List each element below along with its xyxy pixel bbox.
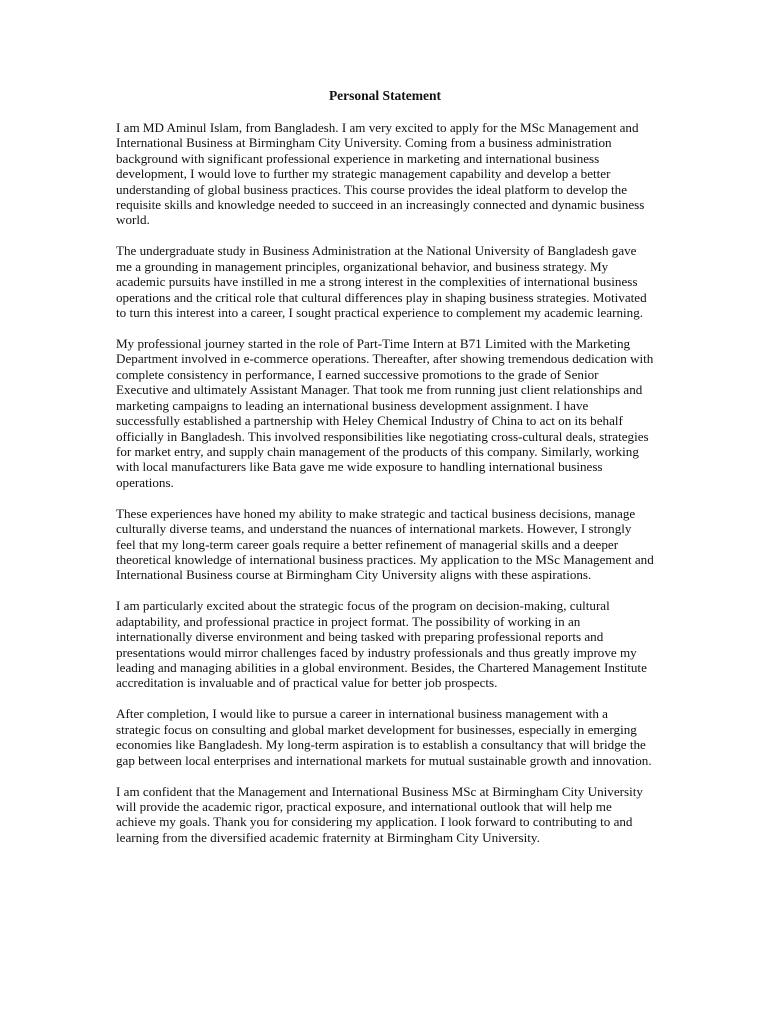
paragraph-program-interest: I am particularly excited about the strategic focus of the program on decision-making, cultural adaptability, and professional practice in project format. The possibility of working in an internationally diverse environment and being tasked with preparing professional reports and presentations would mirror challenges faced by industry professionals and thus greatly improve my leading and managing abilities in a global environment. Besides, the Chartered Management Institute accreditation is invaluable and of practical value for better job prospects. xyxy=(116,598,647,691)
paragraph-introduction: I am MD Aminul Islam, from Bangladesh. I am very excited to apply for the MSc Management and International Business at Birmingham City University. Coming from a business administration background with significant professional experience in marketing and international business development, I would love to further my strategic management capability and develop a better understanding of global business practices. This course provides the ideal platform to develop the requisite skills and knowledge needed to succeed in an increasingly connected and dynamic business world. xyxy=(116,120,645,228)
paragraph-education: The undergraduate study in Business Administration at the National University of Bangladesh gave me a grounding in management principles, organizational behavior, and business strategy. My academic pursuits have instilled in me a strong interest in the complexities of international business operations and the critical role that cultural differences play in shaping business strategies. Motivated to turn this interest into a career, I sought practical experience to complement my academic learning. xyxy=(116,243,647,321)
document-body xyxy=(116,88,654,861)
paragraph-experience-goals: These experiences have honed my ability to make strategic and tactical business decisions, manage culturally diverse teams, and understand the nuances of international markets. However, I strongly feel that my long-term career goals require a better refinement of managerial skills and a deeper theoretical knowledge of international business practices. My application to the MSc Management and International Business course at Birmingham City University aligns with these aspirations. xyxy=(116,505,654,583)
paragraph-conclusion: I am confident that the Management and International Business MSc at Birmingham City University will provide the academic rigor, practical exposure, and international outlook that will help me achieve my goals. Thank you for considering my application. I look forward to contributing to and learning from the diversified academic fraternity at Birmingham City University. xyxy=(116,783,643,845)
paragraph-career-plans: After completion, I would like to pursue a career in international business management with a strategic focus on consulting and global market development for businesses, especially in emerging economies like Bangladesh. My long-term aspiration is to establish a consultancy that will bridge the gap between local enterprises and international markets for mutual sustainable growth and innovation. xyxy=(116,706,652,768)
paragraph-professional-journey: My professional journey started in the role of Part-Time Intern at B71 Limited with the Marketing Department involved in e-commerce operations. Thereafter, after showing tremendous dedication with complete consistency in performance, I earned successive promotions to the grade of Senior Executive and ultimately Assistant Manager. That took me from running just client relationships and marketing campaigns to leading an international business development assignment. I have successfully established a partnership with Heley Chemical Industry of China to act on its behalf officially in Bangladesh. This involved responsibilities like negotiating cross-cultural deals, strategies for market entry, and supply chain management of the products of this company. Similarly, working with local manufacturers like Bata gave me wide exposure to handling international business operations. xyxy=(116,336,654,490)
document-title: Personal Statement xyxy=(328,88,442,103)
